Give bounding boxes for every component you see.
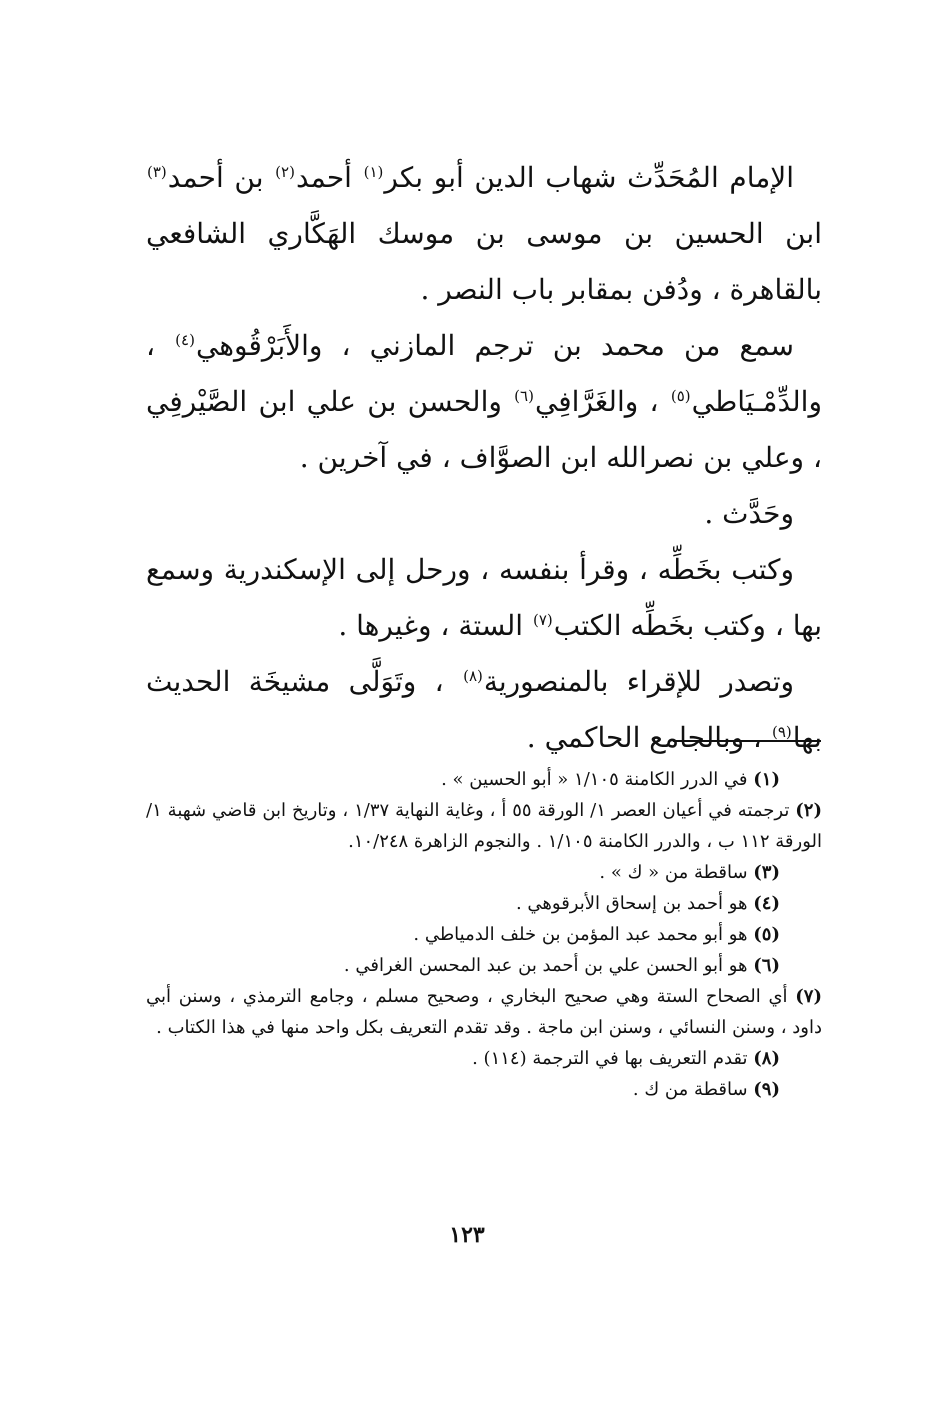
- footnote-item: [146, 764, 822, 795]
- footnote-text: تقدم التعريف بها في الترجمة (١١٤) .: [472, 1048, 748, 1069]
- footnote-text: ساقطة من ك .: [632, 1079, 748, 1100]
- text-run: الستة ، وغيرها .: [338, 609, 532, 642]
- footnote-ref[interactable]: (٦): [514, 386, 534, 405]
- footnote-item: [146, 950, 822, 981]
- text-run: أحمد: [295, 161, 363, 194]
- text-run: سمع من محمد بن ترجم المازني ، والأَبَرْقُوهي: [195, 329, 794, 362]
- footnote-ref[interactable]: (٨): [463, 666, 483, 685]
- footnote-ref[interactable]: (٩): [771, 722, 792, 741]
- text-run: بن أحمد: [167, 161, 275, 194]
- footnote-number: (٣): [753, 862, 780, 883]
- teachers-paragraph: [146, 318, 822, 486]
- text-run: وحَدَّث .: [704, 497, 794, 530]
- footnote-item: [146, 1074, 822, 1105]
- footnote-item: [146, 981, 822, 1043]
- text-run: وكتب بخَطِّه ، وقرأ بنفسه ، ورحل إلى الإسكندرية وسمع بها ، وكتب بخَطِّه الكتب: [146, 553, 822, 642]
- writing-paragraph: [146, 542, 822, 654]
- footnote-item: [146, 857, 822, 888]
- footnote-item: [146, 919, 822, 950]
- text-run: ، والغَرَّافِي: [534, 385, 670, 418]
- footnote-item: [146, 795, 822, 857]
- footnote-separator: [673, 740, 821, 742]
- footnotes: [146, 764, 822, 1105]
- text-run: ، وبالجامع الحاكمي .: [526, 721, 771, 754]
- footnote-number: (٢): [795, 800, 822, 821]
- text-run: والحسن بن علي ابن الصَّيْرفِي ، وعلي بن نصرالله ابن الصوَّاف ، في آخرين .: [146, 385, 822, 474]
- footnote-ref[interactable]: (١): [363, 162, 384, 181]
- main-text: [146, 150, 822, 766]
- footnote-ref[interactable]: (٣): [147, 162, 167, 181]
- footnote-text: هو أحمد بن إسحاق الأبرقوهي .: [515, 893, 748, 914]
- text-run: ، والدِّمْـيَاطي: [146, 329, 822, 418]
- footnote-ref[interactable]: (٢): [275, 162, 295, 181]
- text-run: وتصدر للإقراء بالمنصورية: [483, 665, 795, 698]
- footnote-text: أي الصحاح الستة وهي صحيح البخاري ، وصحيح مسلم ، وجامع الترمذي ، وسنن أبي داود ، وسنن النسائي ، وسنن ابن ماجة . وقد تقدم التعريف بكل واحد منها في هذا الكتاب .: [146, 986, 822, 1038]
- footnote-text: في الدرر الكامنة ١/١٠٥ « أبو الحسين » .: [441, 769, 748, 790]
- biography-paragraph: [146, 150, 822, 318]
- footnote-text: ترجمته في أعيان العصر ١/ الورقة ٥٥ أ ، وغاية النهاية ١/٣٧ ، وتاريخ ابن قاضي شهبة ١/ الورقة ١١٢ ب ، والدرر الكامنة ١/١٠٥ . والنجوم الزاهرة ١٠/٢٤٨.: [146, 800, 822, 852]
- footnote-number: (٧): [795, 986, 822, 1007]
- footnote-number: (٥): [753, 924, 780, 945]
- footnote-number: (٨): [753, 1048, 780, 1069]
- text-run: ، وتَوَلَّى مشيخَة الحديث بها: [146, 665, 822, 754]
- footnote-number: (٤): [753, 893, 780, 914]
- page-number: ١٢٣: [449, 1222, 485, 1248]
- footnote-ref[interactable]: (٤): [175, 330, 195, 349]
- footnote-item: [146, 888, 822, 919]
- footnote-ref[interactable]: (٧): [532, 610, 553, 629]
- text-run: ابن الحسين بن موسى بن موسك الهَكَّاري الشافعي بالقاهرة ، ودُفن بمقابر باب النصر .: [146, 217, 822, 306]
- footnote-item: [146, 1043, 822, 1074]
- footnote-number: (٩): [753, 1079, 780, 1100]
- footnote-text: هو أبو محمد عبد المؤمن بن خلف الدمياطي .: [413, 924, 748, 945]
- footnote-text: هو أبو الحسن علي بن أحمد بن عبد المحسن الغرافي .: [343, 955, 748, 976]
- footnote-number: (٦): [753, 955, 780, 976]
- teaching-paragraph: [146, 654, 822, 766]
- narrated-paragraph: [146, 486, 822, 542]
- footnote-number: (١): [753, 769, 780, 790]
- footnote-text: ساقطة من « ك » .: [599, 862, 748, 883]
- text-run: الإمام المُحَدِّث شهاب الدين أبو بكر: [384, 161, 795, 194]
- footnote-ref[interactable]: (٥): [670, 386, 691, 405]
